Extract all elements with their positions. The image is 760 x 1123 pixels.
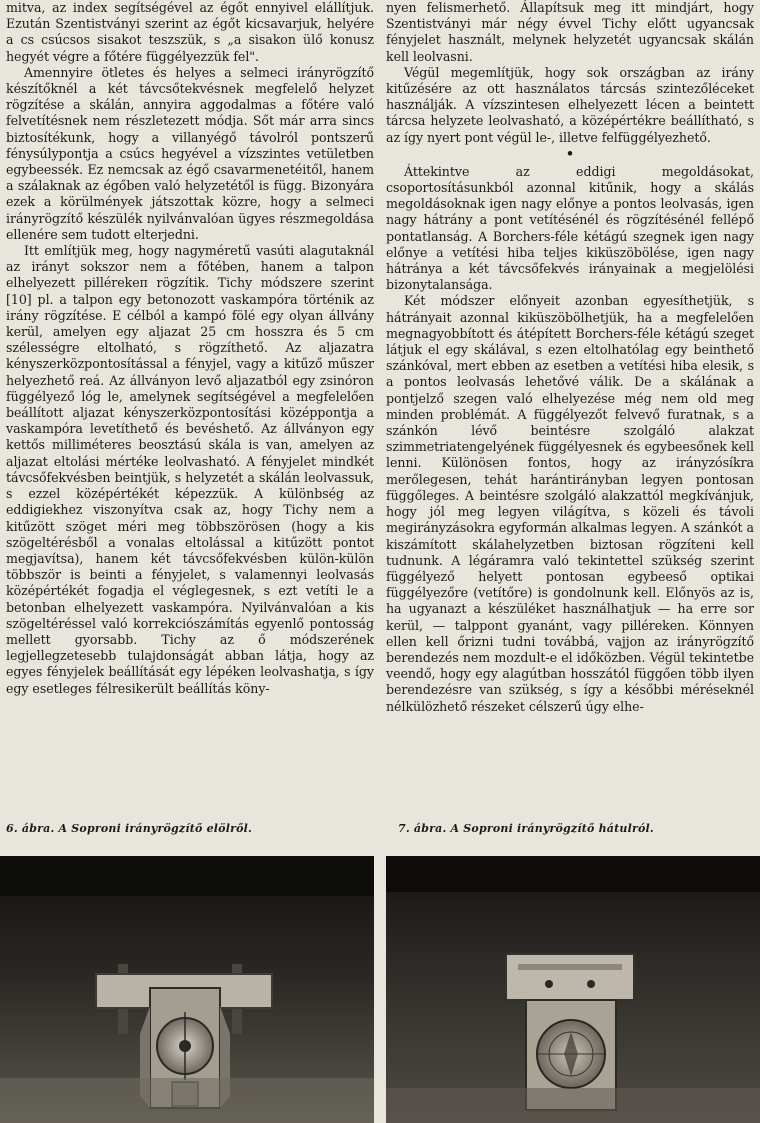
paragraph: Két módszer előnyeit azonban egyesíthetjük, s hátrányait azonnal kiküszöbölhetjük, ha a megfelelően megnagyobbított és átépített Borchers-féle kétágú szeget látjuk el egy skálával, s ezen eltolhatólag egy beinthető szánkóval, mert ebben az esetben a vetítési hiba elesik, s a pontos leolvasás lehetővé válik. De a skálának a pontjelző szegen való elhelyezése még nem old meg minden problémát. A függélyezőt felvevő furatnak, s a szánkón lévő beintésre szolgáló alakzat szimmetriatengelyének függélyesnek és egybeesőnek kell lenni. Különösen fontos, hogy az irányzósíkra merőlegesen, tehát harántirányban legyen pontosan függőleges. A beintésre szolgáló alakzattól megkívánjuk, hogy jól meg legyen világítva, s közeli és távoli megirányzásokra egyformán alkalmas legyen. A szánkót a kiszámított skálahelyzetben biztosan rögzíteni kell tudnunk. A légáramra való tekintettel szükség szerint függélyező helyett pontosan egybeeső optikai függélyezőre (vetítőre) is gondolnunk kell. Előnyös az is, ha ugyanazt a készüléket használhatjuk — ha erre sor kerül, — talppont gyanánt, vagy pillérеken. Könnyen ellen kell őrizni tudni továbbá, vajjon az irányrögzítő berendezés nem mozdult-e el időközben. Végül tekintetbe veendő, hogy egy alagútban hosszától függően több ilyen berendezésre van szükség, s így a későbbi méréseknél nélkülözhető részeket célszerű úgy elhe- bbox=[386, 293, 754, 714]
text-column-right bbox=[386, 0, 754, 715]
paragraph: Amennyire ötletes és helyes a selmeci irányrögzítő készítőknél a két távcsőtekvésnek megfelelő helyzet rögzítése a skálán, annyira aggodalmas a főtére való felvetítésnek nem részletezett módja. Sőt már arra sincs biztosítékunk, hogy a villanyégő távolról pontszerű fénysúlypontja a csúcs hegyével a vízszintes vetületben egybeessék. Ez nemcsak az égő csavarmenetéitől, hanem a szálaknak az égőben való helyzetétől is függ. Bizonyára ezek a körülmények játszottak közre, hogy a selmeci irányrögzítő készülék nyilvánvalóan ügyes részmegoldása ellenére sem tudott elterjedni. bbox=[6, 64, 374, 242]
paragraph: Végül megemlítjük, hogy sok országban az irány kitűzésére az ott használatos tárcsás szintezőléceket használják. A vízszintesen elhelyezett lécen a beintett tárcsa helyzete leolvasható, a középértékre beállítható, s az így nyert pont végül le-, illetve felfüggélyezhető. bbox=[386, 64, 754, 145]
paragraph: mitva, az index segítségével az égőt ennyivel elállítjuk. Ezután Szentistványi szerint az égőt kicsavarjuk, helyére a cs csúcsos sisakot teszszük, s „a sisakon ülő konusz hegyét végre a főtére függélyezzük fel". bbox=[6, 0, 374, 64]
text-column-left bbox=[6, 0, 374, 697]
figure-caption-7: 7. ábra. A Soproni irányrögzítő hátulról. bbox=[398, 822, 654, 835]
section-separator: • bbox=[566, 145, 574, 161]
direction-fixing-device-back-photo bbox=[386, 856, 760, 1123]
figure-caption-6: 6. ábra. A Soproni irányrögzítő elölről. bbox=[6, 822, 253, 835]
figure-photo-7 bbox=[386, 856, 760, 1123]
figure-photo-6 bbox=[0, 856, 374, 1123]
direction-fixing-device-front-photo bbox=[0, 856, 374, 1123]
paragraph: nyen felismerhető. Állapítsuk meg itt mindjárt, hogy Szentistványi már négy évvel Tichy előtt ugyancsak fényjelet használt, melynek helyzetét ugyancsak skálán kell leolvasni. bbox=[386, 0, 754, 64]
paragraph: Itt említjük meg, hogy nagyméretű vasúti alagutaknál az irányt sokszor nem a főtében, hanem a talpon elhelyezett pillérekeп rögzítik. Tichy módszere szerint [10] pl. a talpon egy betonozott vaskampóra történik az irány rögzítése. E célból a kampó fölé egy olyan állvány kerül, amelyen egy aljazat 25 cm hosszra és 5 cm szélességre eltolható, s rögzíthető. Az aljazatra kényszerközpontosítással a fényjel, vagy a kitűző műszer helyezhető reá. Az állványon levő aljazatból egy zsinóron függélyező lóg le, amelynek segítségével a megfelelően beállított aljazat kényszerközpontosítási középpontja a vaskampóra levetíthető és bevéshető. Az állványon egy kettős milliméteres beosztású skála is van, amelyen az aljazat eltolási mértéke leolvasható. A fényjelet mindkét távcsőfekvésben beintjük, s helyzetét a skálán leolvassuk, s ezzel középértékét képezzük. A különbség az eddigiekhez viszonyítva csak az, hogy Tichy nem a kitűzött szöget méri meg többszörösen (hogy a kis szögeltérésből a vonalas eltolással a kitűzött pontot megjavítsa), hanem két távcsőfekvésben külön-külön többször is beinti a fényjelet, s valamennyi leolvasás középértékét fogadja el véglegesnek, s ezt vetíti le a betonban elhelyezett vaskampóra. Nyilvánvalóan a kis szögeltéréssel való korrekciószámítás egyenlő pontosság mellett gyorsabb. Tichy az ő módszerének legjellegzetesebb tulajdonságát abban látja, hogy az egyes fényjelek beállítását egy lépéken leolvashatja, s így egy esetleges félresikerült beállítás köny- bbox=[6, 243, 374, 696]
paragraph: Áttekintve az eddigi megoldásokat, csoportosításunkból azonnal kitűnik, hogy a skálás megoldásoknak igen nagy előnye a pontos leolvasás, igen nagy hátrány a pont vetítésénél és rögzítésénél fellépő pontatlanság. A Borchers-féle kétágú szegnek igen nagy előnye a vetítési hiba teljes kiküszöbölése, igen nagy hátránya a két távcsőfekvés irányainak a megjelölési bizonytalansága. bbox=[386, 163, 754, 293]
